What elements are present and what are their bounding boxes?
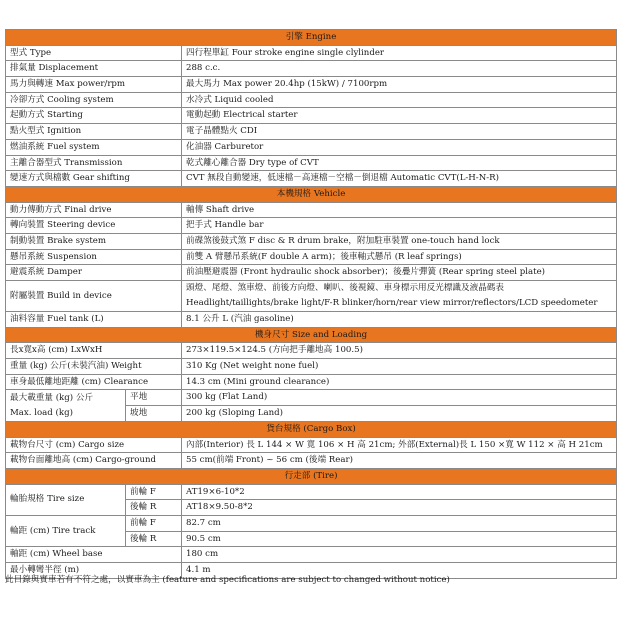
spec-row-ignition (6, 124, 617, 140)
spec-value: 把手式 Handle bar (182, 218, 617, 234)
spec-row-tire-size-front (6, 484, 617, 500)
spec-label: 型式 Type (6, 45, 182, 61)
max-load-label-zh: 最大載重量 (kg) 公斤 (10, 392, 94, 403)
vehicle-header: 本機規格 Vehicle (6, 186, 617, 202)
spec-value: 最大馬力 Max power 20.4hp (15kW) / 7100rpm (182, 77, 617, 93)
spec-value: 180 cm (182, 547, 617, 563)
spec-table (5, 29, 617, 579)
spec-label: 車身最低離地距離 (cm) Clearance (6, 374, 182, 390)
spec-value: CVT 無段自動變速，低速檔－高速檔－空檔－倒退檔 Automatic CVT(L-H-N-R) (182, 171, 617, 187)
spec-label: 輪距 (cm) Tire track (6, 515, 126, 546)
spec-row-build-in (6, 281, 617, 312)
spec-label: 載物台尺寸 (cm) Cargo size (6, 437, 182, 453)
section-header-size (6, 327, 617, 343)
spec-value: AT18×9.50-8*2 (182, 500, 617, 516)
spec-sublabel: 坡地 (126, 406, 182, 422)
spec-label: 制動裝置 Brake system (6, 233, 182, 249)
spec-label: 變速方式與檔數 Gear shifting (6, 171, 182, 187)
spec-row-wheel-base (6, 547, 617, 563)
spec-value: 前碟煞後鼓式煞 F disc & R drum brake，附加駐車裝置 one-touch hand lock (182, 233, 617, 249)
spec-label: 軸距 (cm) Wheel base (6, 547, 182, 563)
spec-value: 55 cm(前端 Front) ~ 56 cm (後端 Rear) (182, 453, 617, 469)
spec-row-lxwxh (6, 343, 617, 359)
spec-value: 前油壓避震器 (Front hydraulic shock absorber)；後疊片彈簧 (Rear spring steel plate) (182, 265, 617, 281)
footnote: 此目錄與實車若有不符之處，以實車為主 (feature and specifications are subject to changed without notice) (5, 575, 450, 585)
spec-value: 前雙 A 臂懸吊系統(F double A arm)；後車軸式懸吊 (R leaf springs) (182, 249, 617, 265)
spec-value: 四行程單缸 Four stroke engine single clylinder (182, 45, 617, 61)
dimensions-header: 機身尺寸 Size and Loading (6, 327, 617, 343)
spec-value: 化油器 Carburetor (182, 139, 617, 155)
spec-row-type (6, 45, 617, 61)
spec-label: 冷卻方式 Cooling system (6, 92, 182, 108)
spec-row-brake (6, 233, 617, 249)
spec-value: 14.3 cm (Mini ground clearance) (182, 374, 617, 390)
spec-value: 內部(Interior) 長 L 144 × W 寬 106 × H 高 21cm; 外部(External)長 L 150 ×寬 W 112 × 高 H 21cm (182, 437, 617, 453)
tire-header: 行走部 (Tire) (6, 468, 617, 484)
spec-row-steering (6, 218, 617, 234)
spec-label: 附屬裝置 Build in device (6, 281, 182, 312)
spec-label: 主離合器型式 Transmission (6, 155, 182, 171)
spec-label: 油料容量 Fuel tank (L) (6, 312, 182, 328)
section-header-cargo (6, 421, 617, 437)
spec-row-clearance (6, 374, 617, 390)
spec-value: 軸傳 Shaft drive (182, 202, 617, 218)
engine-header: 引擎 Engine (6, 30, 617, 46)
spec-row-tire-track-front (6, 515, 617, 531)
spec-value: 300 kg (Flat Land) (182, 390, 617, 406)
spec-row-power (6, 77, 617, 93)
spec-label: 懸吊系統 Suspension (6, 249, 182, 265)
spec-value: 電動起動 Electrical starter (182, 108, 617, 124)
cargo-header: 貨台規格 (Cargo Box) (6, 421, 617, 437)
spec-row-gear-shifting (6, 171, 617, 187)
spec-value: 8.1 公升 L (汽油 gasoline) (182, 312, 617, 328)
spec-sublabel: 前輪 F (126, 484, 182, 500)
spec-label: 排氣量 Displacement (6, 61, 182, 77)
spec-row-displacement (6, 61, 617, 77)
spec-value (182, 281, 617, 312)
spec-value: 乾式離心離合器 Dry type of CVT (182, 155, 617, 171)
section-header-engine (6, 30, 617, 46)
spec-sublabel: 後輪 R (126, 531, 182, 547)
spec-label: 輪胎規格 Tire size (6, 484, 126, 515)
spec-value: 310 Kg (Net weight none fuel) (182, 359, 617, 375)
spec-row-transmission (6, 155, 617, 171)
spec-row-suspension (6, 249, 617, 265)
spec-label: 動力傳動方式 Final drive (6, 202, 182, 218)
spec-sublabel: 平地 (126, 390, 182, 406)
spec-label: 點火型式 Ignition (6, 124, 182, 140)
spec-row-max-load-flat (6, 390, 617, 406)
spec-row-final-drive (6, 202, 617, 218)
spec-value: 水冷式 Liquid cooled (182, 92, 617, 108)
spec-row-starting (6, 108, 617, 124)
spec-value: 電子晶體點火 CDI (182, 124, 617, 140)
section-header-vehicle (6, 186, 617, 202)
spec-label: 起動方式 Starting (6, 108, 182, 124)
spec-label: 避震系統 Damper (6, 265, 182, 281)
build-in-line-zh: 頭燈、尾燈、煞車燈、前後方向燈、喇叭、後視鏡、車身標示用反光標識及液晶碼表 (186, 283, 504, 293)
spec-value: 90.5 cm (182, 531, 617, 547)
spec-row-fuel-tank (6, 312, 617, 328)
section-header-tire (6, 468, 617, 484)
spec-sublabel: 後輪 R (126, 500, 182, 516)
spec-value: 288 c.c. (182, 61, 617, 77)
spec-value: 82.7 cm (182, 515, 617, 531)
spec-value: AT19×6-10*2 (182, 484, 617, 500)
spec-label: 轉向裝置 Steering device (6, 218, 182, 234)
spec-row-cooling (6, 92, 617, 108)
spec-label: 載物台面離地高 (cm) Cargo-ground (6, 453, 182, 469)
spec-value: 200 kg (Sloping Land) (182, 406, 617, 422)
spec-row-weight (6, 359, 617, 375)
spec-row-damper (6, 265, 617, 281)
spec-row-cargo-ground (6, 453, 617, 469)
spec-label: 燃油系統 Fuel system (6, 139, 182, 155)
spec-label: 重量 (kg) 公斤(未裝汽油) Weight (6, 359, 182, 375)
spec-label: 馬力與轉速 Max power/rpm (6, 77, 182, 93)
spec-sublabel: 前輪 F (126, 515, 182, 531)
build-in-line-en: Headlight/taillights/brake light/F-R blinker/horn/rear view mirror/reflectors/LCD speedometer (186, 298, 598, 308)
spec-value: 273×119.5×124.5 (方向把手離地高 100.5) (182, 343, 617, 359)
max-load-label-en: Max. load (kg) (10, 407, 73, 418)
spec-row-cargo-size (6, 437, 617, 453)
spec-row-fuel-system (6, 139, 617, 155)
spec-label: 最小轉彎半徑 (m) (6, 563, 182, 579)
spec-label (6, 390, 126, 421)
spec-label: 長x寬x高 (cm) LxWxH (6, 343, 182, 359)
spec-value: 4.1 m (182, 563, 617, 579)
